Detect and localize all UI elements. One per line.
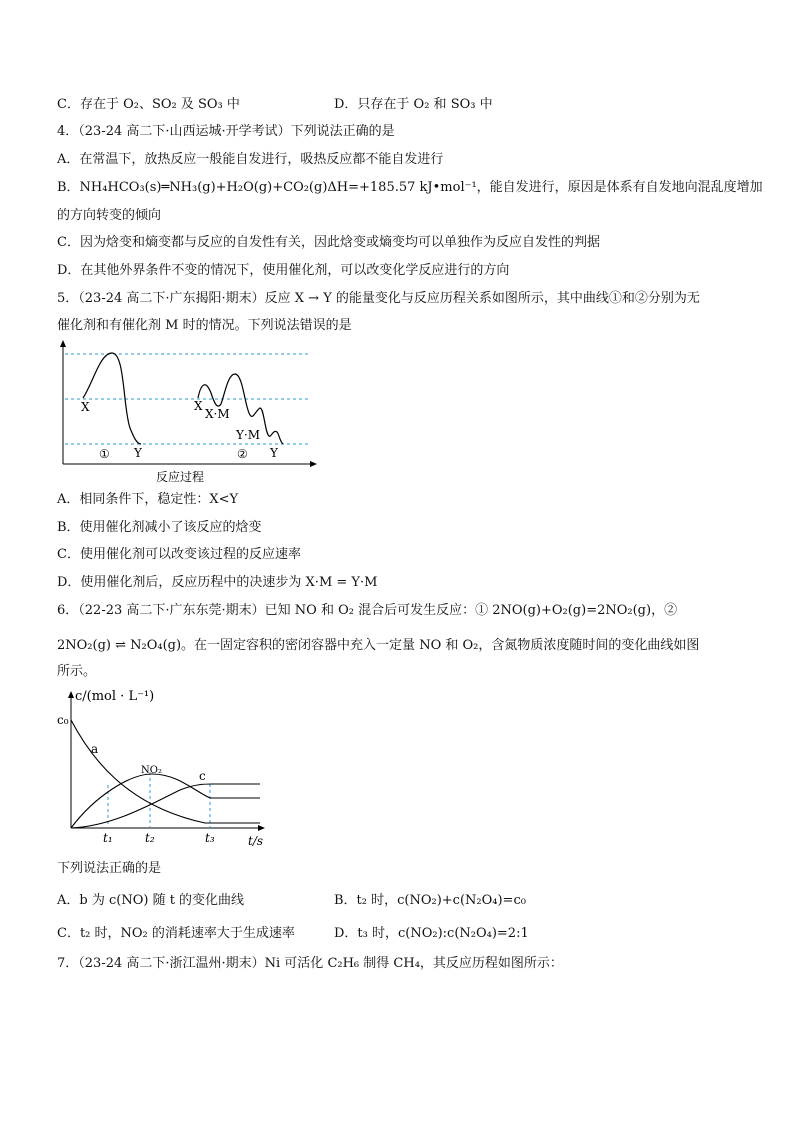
q3-option-c: C．存在于 O₂、SO₂ 及 SO₃ 中 — [57, 97, 240, 112]
q5-option-a: A．相同条件下，稳定性：X<Y — [57, 492, 239, 507]
q5-label-x1: X — [81, 400, 90, 414]
q6-label-c: c — [199, 769, 206, 783]
q6-label-a: a — [91, 742, 99, 756]
q5-option-b: B．使用催化剂减小了该反应的焓变 — [57, 520, 262, 535]
q5-option-c: C．使用催化剂可以改变该过程的反应速率 — [57, 547, 301, 562]
q5-label-ym: Y·M — [236, 428, 261, 442]
q5-label-y2: Y — [270, 446, 278, 460]
q6-stem-line3: 所示。 — [57, 664, 97, 679]
q6-curve-c — [71, 784, 260, 828]
q5-stem-line1: 5．（23-24 高二下·广东揭阳·期末）反应 X → Y 的能量变化与反应历程关系如图所示，其中曲线①和②分别为无 — [57, 291, 700, 306]
q5-label-x2: X — [194, 399, 203, 413]
q5-stem-line2: 催化剂和有催化剂 M 时的情况。下列说法错误的是 — [57, 318, 352, 333]
q5-label-y1: Y — [134, 446, 142, 460]
q6-tick-t3: t₃ — [205, 831, 215, 845]
q6-curve-a — [71, 720, 260, 823]
q3-option-d: D．只存在于 O₂ 和 SO₃ 中 — [334, 97, 493, 112]
q5-label-xm: X·M — [205, 407, 230, 421]
q6-tick-t2: t₂ — [145, 831, 155, 845]
q4-option-d: D．在其他外界条件不变的情况下，使用催化剂，可以改变化学反应进行的方向 — [57, 263, 510, 278]
q6-x-axis-label: t/s — [248, 834, 264, 848]
q5-circle-2: ② — [237, 447, 248, 461]
q6-curve-no2 — [71, 774, 260, 828]
q6-c0-label: c₀ — [57, 713, 69, 727]
q5-x-axis-arrow — [310, 461, 317, 467]
q6-tick-t1: t₁ — [103, 831, 113, 845]
q6-concentration-graph — [55, 686, 275, 852]
q6-y-axis-label: c/(mol · L⁻¹) — [75, 689, 155, 704]
q6-stem-line1: 6．（22-23 高二下·广东东莞·期末）已知 NO 和 O₂ 混合后可发生反应：① 2NO(g)+O₂(g)=2NO₂(g)，② — [57, 603, 678, 618]
q6-label-no2: NO₂ — [141, 765, 162, 776]
q5-y-axis-arrow — [60, 340, 66, 347]
q6-option-d: D．t₃ 时，c(NO₂):c(N₂O₄)=2:1 — [334, 926, 529, 941]
q6-option-c: C．t₂ 时，NO₂ 的消耗速率大于生成速率 — [57, 926, 295, 941]
q5-x-axis-label: 反应过程 — [156, 470, 205, 484]
q4-option-a: A．在常温下，放热反应一般能自发进行，吸热反应都不能自发进行 — [57, 152, 444, 167]
q4-option-b-line1: B．NH₄HCO₃(s)═NH₃(g)+H₂O(g)+CO₂(g)ΔH=+185.57 kJ•mol⁻¹，能自发进行，原因是体系有自发地向混乱度增加 — [57, 180, 763, 195]
q6-option-b: B．t₂ 时，c(NO₂)+c(N₂O₄)=c₀ — [334, 893, 526, 908]
q6-x-axis-arrow — [258, 825, 265, 831]
q4-option-c: C．因为焓变和熵变都与反应的自发性有关，因此焓变或熵变均可以单独作为反应自发性的判据 — [57, 235, 600, 250]
q6-y-axis-arrow — [68, 691, 74, 698]
q7-stem: 7．（23-24 高二下·浙江温州·期末）Ni 可活化 C₂H₆ 制得 CH₄，其反应历程如图所示： — [57, 956, 563, 971]
q6-stem-line2: 2NO₂(g) ⇌ N₂O₄(g)。在一固定容积的密闭容器中充入一定量 NO 和 O₂，含氮物质浓度随时间的变化曲线如图 — [57, 638, 700, 653]
q4-stem: 4．（23-24 高二下·山西运城·开学考试）下列说法正确的是 — [57, 124, 395, 139]
q5-energy-diagram — [55, 338, 320, 488]
q6-prompt: 下列说法正确的是 — [57, 861, 162, 876]
q5-circle-1: ① — [99, 447, 110, 461]
q4-option-b-line2: 的方向转变的倾向 — [57, 208, 162, 223]
q6-option-a: A．b 为 c(NO) 随 t 的变化曲线 — [57, 893, 245, 908]
q5-option-d: D．使用催化剂后，反应历程中的决速步为 X·M = Y·M — [57, 575, 378, 590]
